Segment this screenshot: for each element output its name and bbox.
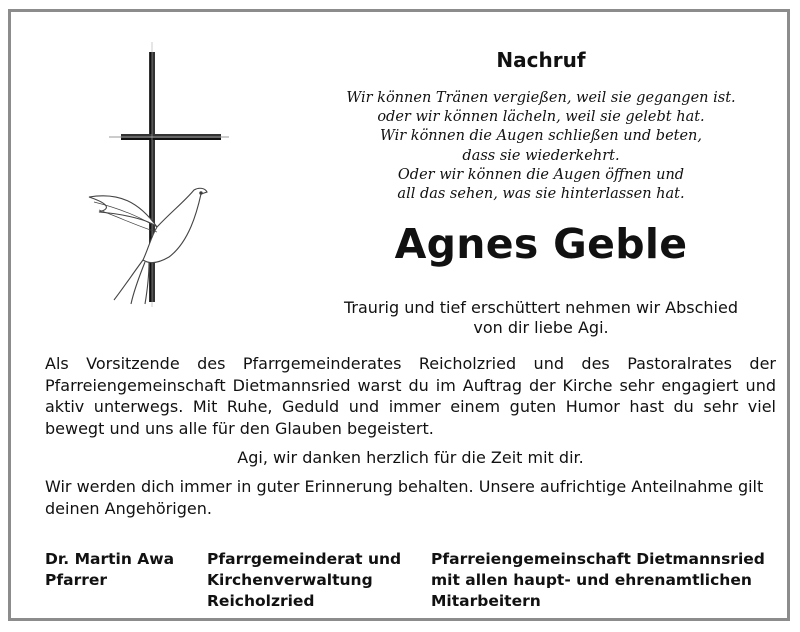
poem [321, 89, 761, 204]
poem-line: Wir können die Augen schließen und beten, [379, 128, 703, 145]
signature-parish-council [207, 549, 401, 612]
poem-line: all das sehen, was sie hinterlassen hat. [397, 186, 685, 203]
farewell-line: von dir liebe Agi. [473, 318, 609, 337]
poem-line: Oder wir können die Augen öffnen und [397, 166, 685, 183]
poem-line: Wir können Tränen vergießen, weil sie gegangen ist. [346, 90, 736, 106]
signature-line: Dr. Martin Awa [45, 550, 175, 568]
cross-with-dove-illustration [79, 42, 229, 307]
cross-icon [109, 42, 229, 307]
tribute-paragraph: Als Vorsitzende des Pfarrgemeinderates Reicholzried und des Pastoralrates der Pfarreiengemeinschaft Dietmannsried warst du im Auftrag der Kirche sehr engagiert und aktiv unterwegs. Mit Ruhe, Geduld und immer einem guten Humor hast du sehr viel bewegt und uns alle für den Glauben begeistert. [45, 354, 776, 438]
signature-parish-community [431, 549, 765, 612]
obituary-frame [8, 9, 790, 621]
farewell-text [321, 298, 761, 338]
heading: Nachruf [496, 48, 586, 72]
poem-line: oder wir können lächeln, weil sie gelebt hat. [377, 109, 705, 126]
signature-line: mit allen haupt- und ehrenamtlichen [431, 571, 752, 589]
farewell-line: Traurig und tief erschüttert nehmen wir Abschied [344, 298, 738, 317]
signature-line: Kirchenverwaltung [207, 571, 373, 589]
signature-line: Mitarbeitern [431, 592, 541, 610]
signature-pastor [45, 549, 174, 591]
signature-line: Pfarreiengemeinschaft Dietmannsried [431, 550, 765, 568]
signature-line: Pfarrer [45, 571, 108, 589]
signature-line: Pfarrgemeinderat und [207, 550, 402, 568]
deceased-name: Agnes Geble [394, 220, 688, 268]
dove-icon [89, 188, 207, 304]
condolence-paragraph: Wir werden dich immer in guter Erinnerung behalten. Unsere aufrichtige Anteilnahme gilt deinen Angehörigen. [45, 477, 764, 518]
poem-line: dass sie wiederkehrt. [462, 147, 620, 164]
signature-line: Reicholzried [207, 592, 315, 610]
thanks-paragraph: Agi, wir danken herzlich für die Zeit mit dir. [237, 448, 584, 467]
